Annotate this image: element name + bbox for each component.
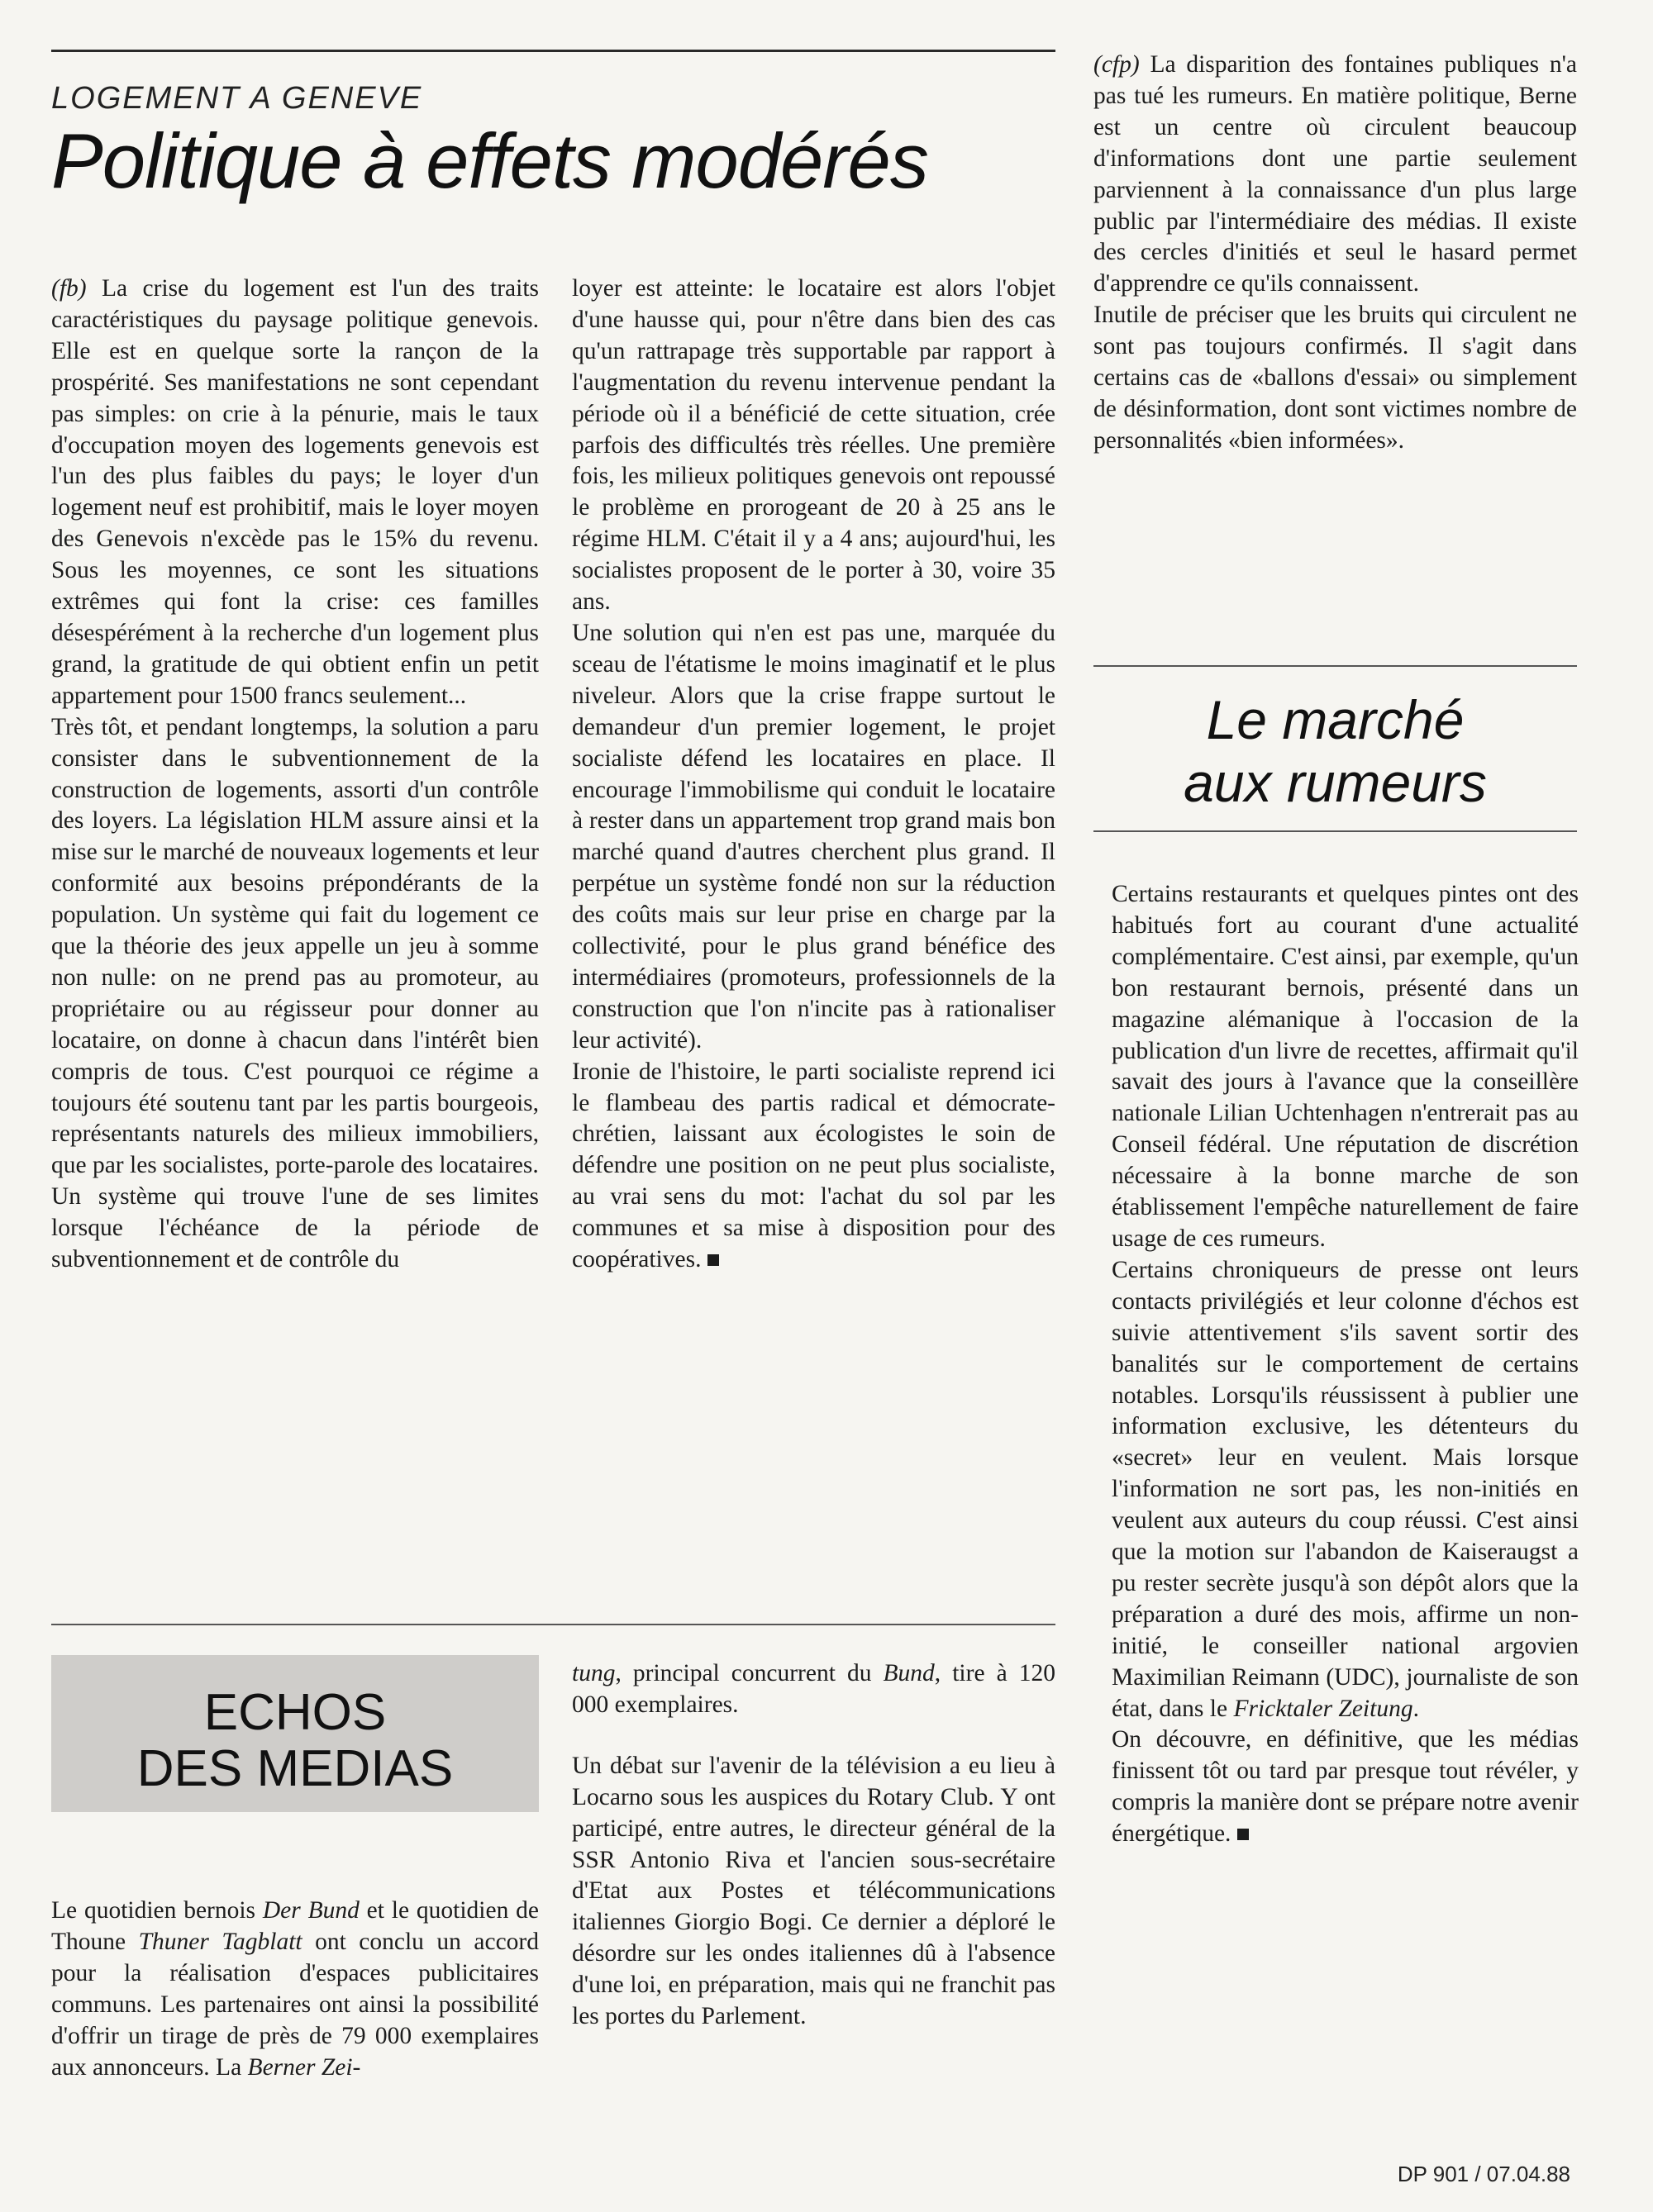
article-title: Politique à effets modérés (51, 117, 928, 204)
article-paragraph: loyer est atteinte: le locataire est alors l'objet d'une hausse qui, pour n'être dans bien des cas qu'un rattrapage très supportable par rapport à l'augmentation du revenu intervenue pendant la période où il a bénéficié de cette situation, crée parfois des difficultés très réelles. Une première fois, les milieux politiques genevois ont repoussé le problème en prorogeant de 20 à 25 ans le régime HLM. C'était il y a 4 ans; aujourd'hui, les socialistes proposent de le porter à 30, voire 35 ans. (572, 275, 1055, 616)
author-tag: (fb) (51, 275, 87, 302)
rumeurs-intro (1093, 50, 1577, 457)
end-mark-icon (1237, 1829, 1249, 1840)
article-paragraph: Très tôt, et pendant longtemps, la solution a paru consister dans le subventionnement de la construction de logements, assorti d'un contrôle des loyers. La législation HLM assure ainsi et la mise sur le marché de nouveaux logements et leur conformité aux besoins prépondérants de la population. Un système qui fait du logement ce que la théorie des jeux appelle un jeu à somme non nulle: on ne prend pas au promoteur, au propriétaire ou au régisseur pour donner au locataire, on donne à chacun dans l'intérêt bien compris de tous. C'est pourquoi ce régime a toujours été soutenu tant par les partis bourgeois, représentants naturels des milieux immobiliers, que par les socialistes, porte-parole des locataires. (51, 713, 539, 1179)
author-tag: (cfp) (1093, 51, 1140, 78)
issue-footer: DP 901 / 07.04.88 (1397, 2162, 1570, 2186)
article-paragraph: (cfp) La disparition des fontaines publiques n'a pas tué les rumeurs. En matière politique, Berne est un centre où circulent beaucoup d'informations dont une partie seulement parviennent à la connaissance d'un plus large public par l'intermédiaire des médias. Il existe des cercles d'initiés et seul le hasard permet d'apprendre ce qu'ils connaissent. (1093, 51, 1577, 297)
article-paragraph: Certains restaurants et quelques pintes ont des habitués fort au courant d'une actualité complémentaire. C'est ainsi, par exemple, qu'un bon restaurant bernois, présenté dans un magazine alémanique à l'occasion de la publication d'un livre de recettes, affirmait qu'il savait des jours à l'avance que la conseillère nationale Lilian Uchtenhagen n'entrerait pas au Conseil fédéral. Une réputation de discrétion nécessaire à la bonne marche de son établissement l'empêche naturellement de faire usage de ces rumeurs. (1112, 881, 1579, 1252)
article-column-1 (51, 274, 539, 1276)
article-paragraph: Certains chroniqueurs de presse ont leurs contacts privilégiés et leur colonne d'échos est suivie attentivement s'ils savent sortir des banalités sur le comportement de certains notables. Lorsqu'ils réussissent à publier une information exclusive, les détenteurs du «secret» leur en veulent. Mais lorsque l'information ne sort pas, les non-initiés en veulent aux auteurs du coup réussi. C'est ainsi que la motion sur l'abandon de Kaiseraugst a pu rester secrète jusqu'à son dépôt alors que la préparation a duré des mois, affirme un non-initié, le conseiller national argovien Maximilian Reimann (UDC), journaliste de son état, dans le Fricktaler Zeitung. (1112, 1256, 1579, 1722)
echos-column-1 (51, 1896, 539, 2083)
rumeurs-title: Le marché aux rumeurs (1184, 689, 1487, 813)
article-paragraph: tung, principal concurrent du Bund, tire à 120 000 exemplaires. (572, 1660, 1055, 1718)
article-paragraph: Le quotidien bernois Der Bund et le quotidien de Thoune Thuner Tagblatt ont conclu un accord pour la réalisation d'espaces publicitaires communs. Les partenaires ont ainsi la possibilité d'offrir un tirage de près de 79 000 exemplaires aux annonceurs. La Berner Zei- (51, 1897, 540, 2081)
article-column-2 (572, 274, 1055, 1276)
article-paragraph: Un débat sur l'avenir de la télévision a eu lieu à Locarno sous les auspices du Rotary Club. Y ont participé, entre autres, le directeur général de la SSR Antonio Riva et l'ancien sous-secrétaire d'Etat aux Postes et télécommunications italiennes Giorgio Bogi. Ce dernier a déploré le désordre sur les ondes italiennes dû à l'absence d'une loi, en préparation, mais qui ne franchit pas les portes du Parlement. (572, 1752, 1055, 2030)
echos-column-2 (572, 1658, 1055, 2033)
article-paragraph: (fb) La crise du logement est l'un des traits caractéristiques du paysage politique genevois. Elle est en quelque sorte la rançon de la prospérité. Ses manifestations ne sont cependant pas simples: on crie à la pénurie, mais le taux d'occupation moyen des logements genevois est l'un des plus faibles du pays; le loyer d'un logement neuf est prohibitif, mais le loyer moyen des Genevois n'excède pas le 15% du revenu. Sous les moyennes, ce sont les situations extrêmes qui font la crise: ces familles désespérément à la recherche d'un logement plus grand, la gratitude de qui obtient enfin un petit appartement pour 1500 francs seulement... (51, 275, 539, 709)
newspaper-name: Fricktaler Zeitung (1233, 1695, 1413, 1722)
newspaper-name: Berner Zei- (247, 2053, 361, 2081)
article-paragraph: On découvre, en définitive, que les médias finissent tôt ou tard par presque tout révéler, y compris la manière dont se prépare notre avenir énergétique. (1112, 1726, 1579, 1848)
echos-title-box (51, 1655, 539, 1812)
rumeurs-title-rule-top (1093, 665, 1577, 667)
rumeurs-title-rule-bottom (1093, 830, 1577, 832)
end-mark-icon (707, 1254, 719, 1266)
rumeurs-body (1112, 879, 1579, 1850)
article-paragraph: Inutile de préciser que les bruits qui circulent ne sont pas toujours confirmés. Il s'agit dans certains cas de «ballons d'essai» ou simplement de désinformation, dont sont victimes nombre de personnalités «bien informées». (1093, 302, 1577, 454)
article-paragraph: Une solution qui n'en est pas une, marquée du sceau de l'étatisme le moins imaginatif et le plus niveleur. Alors que la crise frappe surtout le demandeur d'un premier logement, le projet socialiste défend les locataires en place. Il encourage l'immobilisme qui conduit le locataire à rester dans un appartement trop grand mais bon marché quand d'autres cherchent plus grand. Il perpétue un système fondé non sur la réduction des coûts mais sur leur prise en charge par la collectivité, pour le plus grand bénéfice des intermédiaires (promoteurs, professionnels de la construction que l'on n'incite pas à rationaliser leur activité). (572, 619, 1055, 1054)
article-paragraph: Ironie de l'histoire, le parti socialiste reprend ici le flambeau des partis radical et démocrate-chrétien, laissant aux écologistes le soin de défendre une position on ne peut plus socialiste, au vrai sens du mot: l'achat du sol par les communes et sa mise à disposition pour des coopératives. (572, 1058, 1055, 1273)
echos-rule-top (51, 1624, 1055, 1625)
echos-title: ECHOS DES MEDIAS (136, 1684, 454, 1797)
top-rule (51, 50, 1055, 52)
article-kicker: LOGEMENT A GENEVE (51, 81, 423, 116)
article-paragraph: Un système qui trouve l'une de ses limites lorsque l'échéance de la période de subventionnement et de contrôle du (51, 1183, 539, 1273)
newspaper-name: Der Bund (262, 1897, 360, 1924)
newspaper-name: tung (572, 1660, 616, 1686)
newspaper-name: Bund (883, 1660, 935, 1686)
newspaper-name: Thuner Tagblatt (138, 1928, 302, 1955)
